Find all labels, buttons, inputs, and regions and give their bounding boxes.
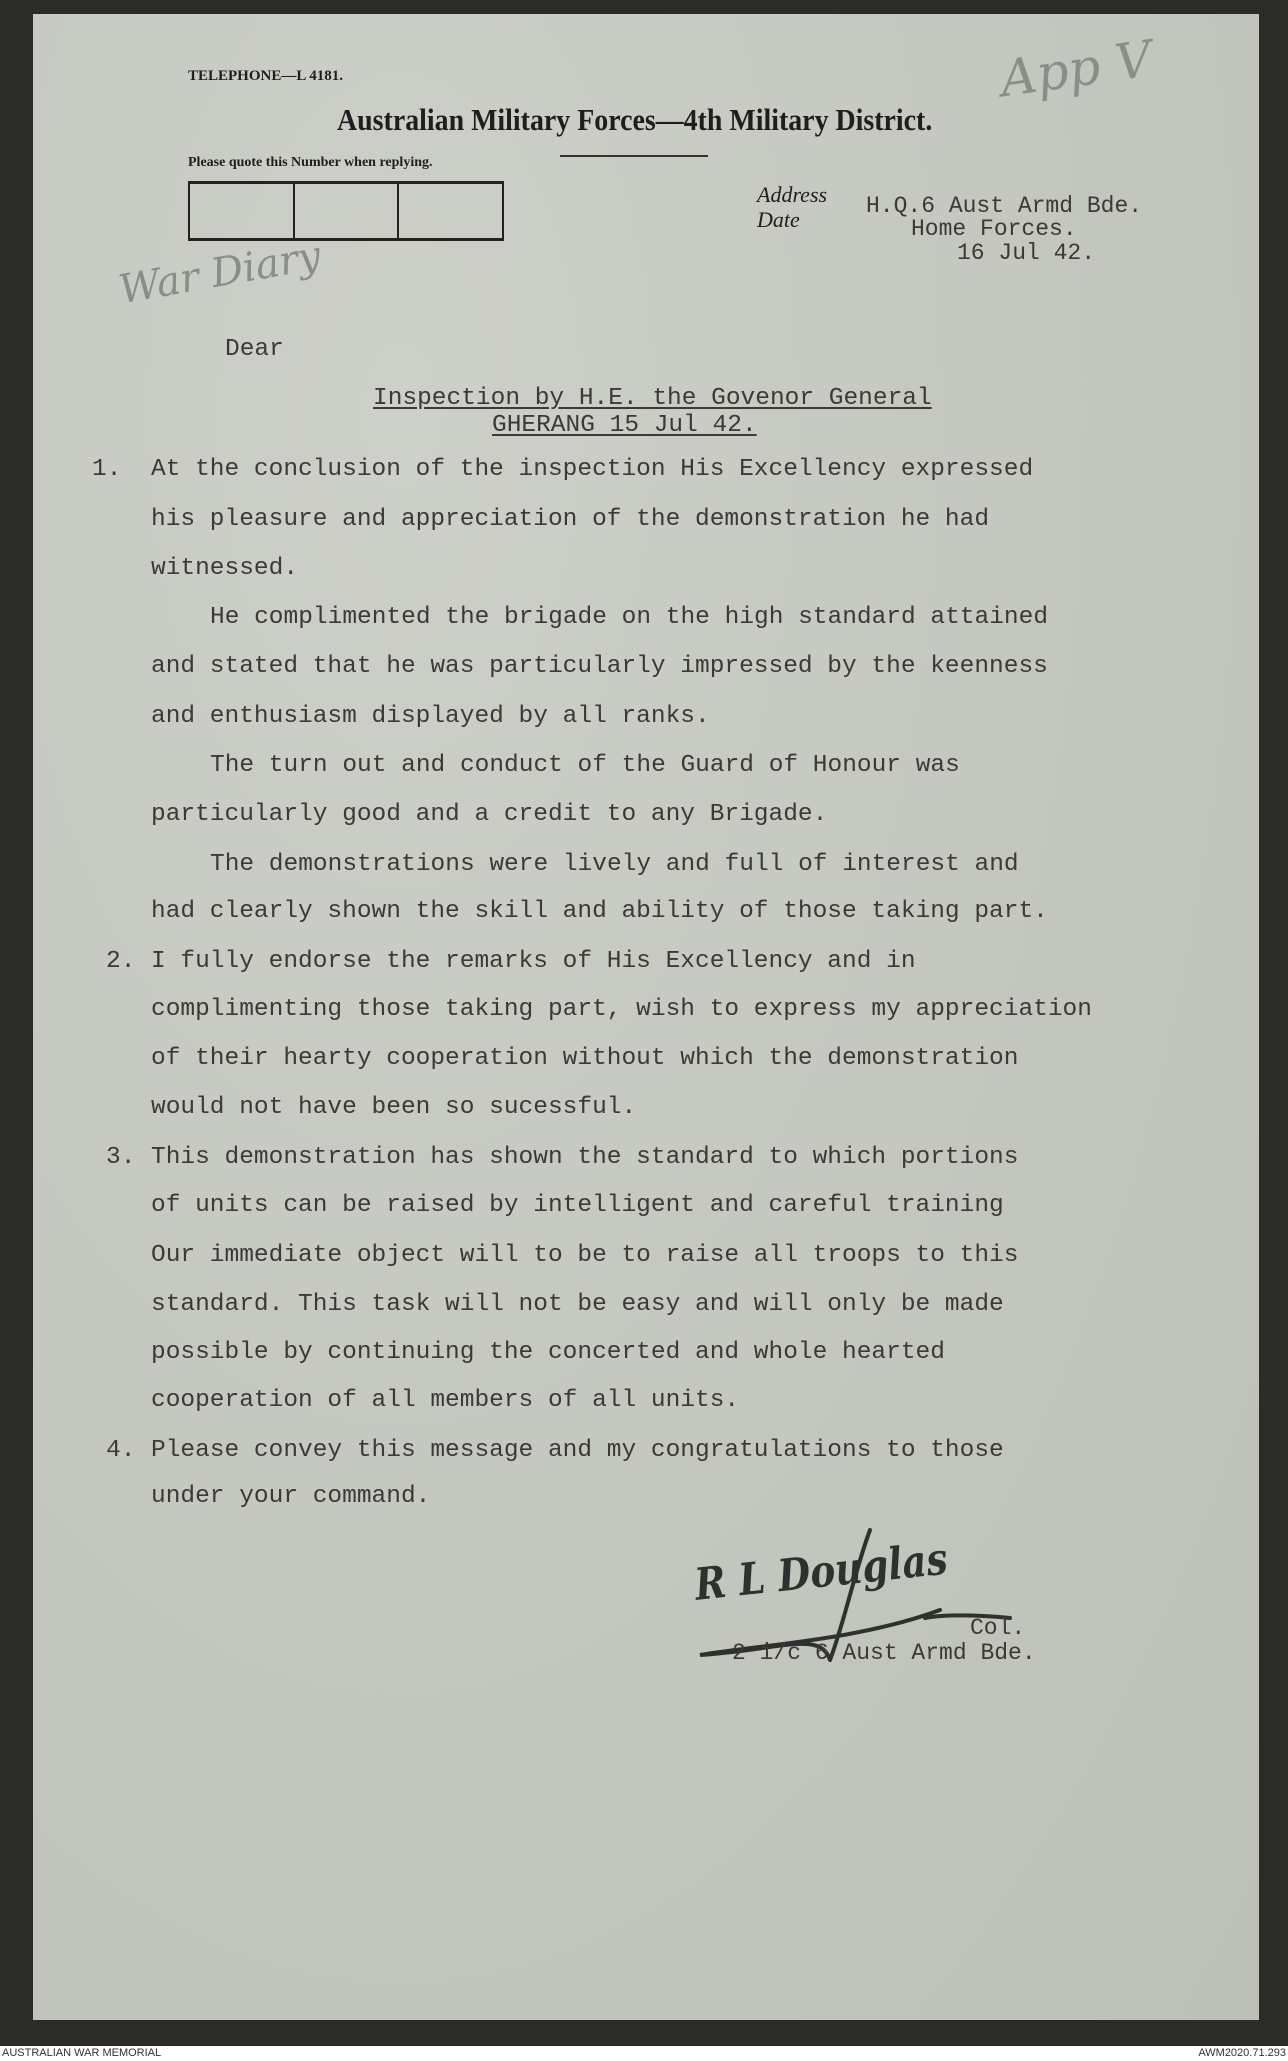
subject-line-2: [492, 412, 757, 440]
reference-number-boxes: [188, 181, 504, 241]
address-line-2: Home Forces.: [911, 216, 1077, 242]
body-line: had clearly shown the skill and ability of those taking part.: [151, 898, 1048, 925]
handwritten-app-note: App V: [996, 29, 1156, 109]
body-line: He complimented the brigade on the high standard attained: [210, 604, 1049, 631]
body-line: of units can be raised by intelligent and careful training: [151, 1192, 1004, 1219]
subject-line-1: [373, 385, 932, 413]
signature: R L Douglas: [692, 1533, 950, 1611]
body-line: would not have been so sucessful.: [151, 1094, 637, 1121]
footer-credit: AUSTRALIAN WAR MEMORIAL: [2, 2047, 162, 2059]
body-line: Our immediate object will to be to raise all troops to this: [151, 1242, 1019, 1269]
letter-date: 16 Jul 42.: [957, 240, 1096, 266]
body-line: This demonstration has shown the standard to which portions: [151, 1144, 1019, 1171]
paragraph-number: 3.: [106, 1144, 136, 1171]
quote-number-note: Please quote this Number when replying.: [188, 155, 433, 170]
signatory-rank: Col.: [970, 1615, 1026, 1641]
date-label: Date: [757, 207, 800, 232]
subject-title: Inspection by H.E. the Govenor General: [373, 385, 932, 412]
body-line: possible by continuing the concerted and whole hearted: [151, 1339, 945, 1366]
subject-place-date: GHERANG 15 Jul 42.: [492, 412, 757, 439]
body-line: and stated that he was particularly impressed by the keenness: [151, 653, 1048, 680]
salutation: Dear: [225, 336, 284, 363]
body-line: complimenting those taking part, wish to express my appreciation: [151, 996, 1092, 1023]
body-line: and enthusiasm displayed by all ranks.: [151, 703, 710, 730]
handwritten-war-diary: War Diary: [115, 232, 325, 314]
telephone-number: TELEPHONE—L 4181.: [188, 68, 344, 84]
body-line: particularly good and a credit to any Brigade.: [151, 801, 828, 828]
body-line: At the conclusion of the inspection His Excellency expressed: [151, 456, 1034, 483]
letterhead-rule: [560, 155, 708, 157]
letterhead-title: Australian Military Forces—4th Military District.: [337, 102, 933, 137]
body-line: standard. This task will not be easy and will only be made: [151, 1291, 1004, 1318]
body-line: cooperation of all members of all units.: [151, 1387, 740, 1414]
body-line: his pleasure and appreciation of the demonstration he had: [151, 506, 990, 533]
paragraph-number: 4.: [106, 1437, 136, 1464]
paragraph-number: 1.: [92, 456, 122, 483]
body-line: under your command.: [151, 1483, 431, 1510]
body-line: of their hearty cooperation without which the demonstration: [151, 1045, 1019, 1072]
body-line: The demonstrations were lively and full of interest and: [210, 851, 1019, 878]
body-line: Please convey this message and my congratulations to those: [151, 1437, 1004, 1464]
footer-accession: AWM2020.71.293: [1198, 2047, 1286, 2059]
paragraph-number: 2.: [106, 948, 136, 975]
address-line-1: H.Q.6 Aust Armd Bde.: [866, 193, 1143, 219]
address-label: Address: [757, 182, 828, 207]
body-line: I fully endorse the remarks of His Excellency and in: [151, 948, 916, 975]
body-line: witnessed.: [151, 555, 299, 582]
body-line: The turn out and conduct of the Guard of Honour was: [210, 752, 960, 779]
signatory-title: 2 i/c 6 Aust Armd Bde.: [732, 1640, 1036, 1666]
